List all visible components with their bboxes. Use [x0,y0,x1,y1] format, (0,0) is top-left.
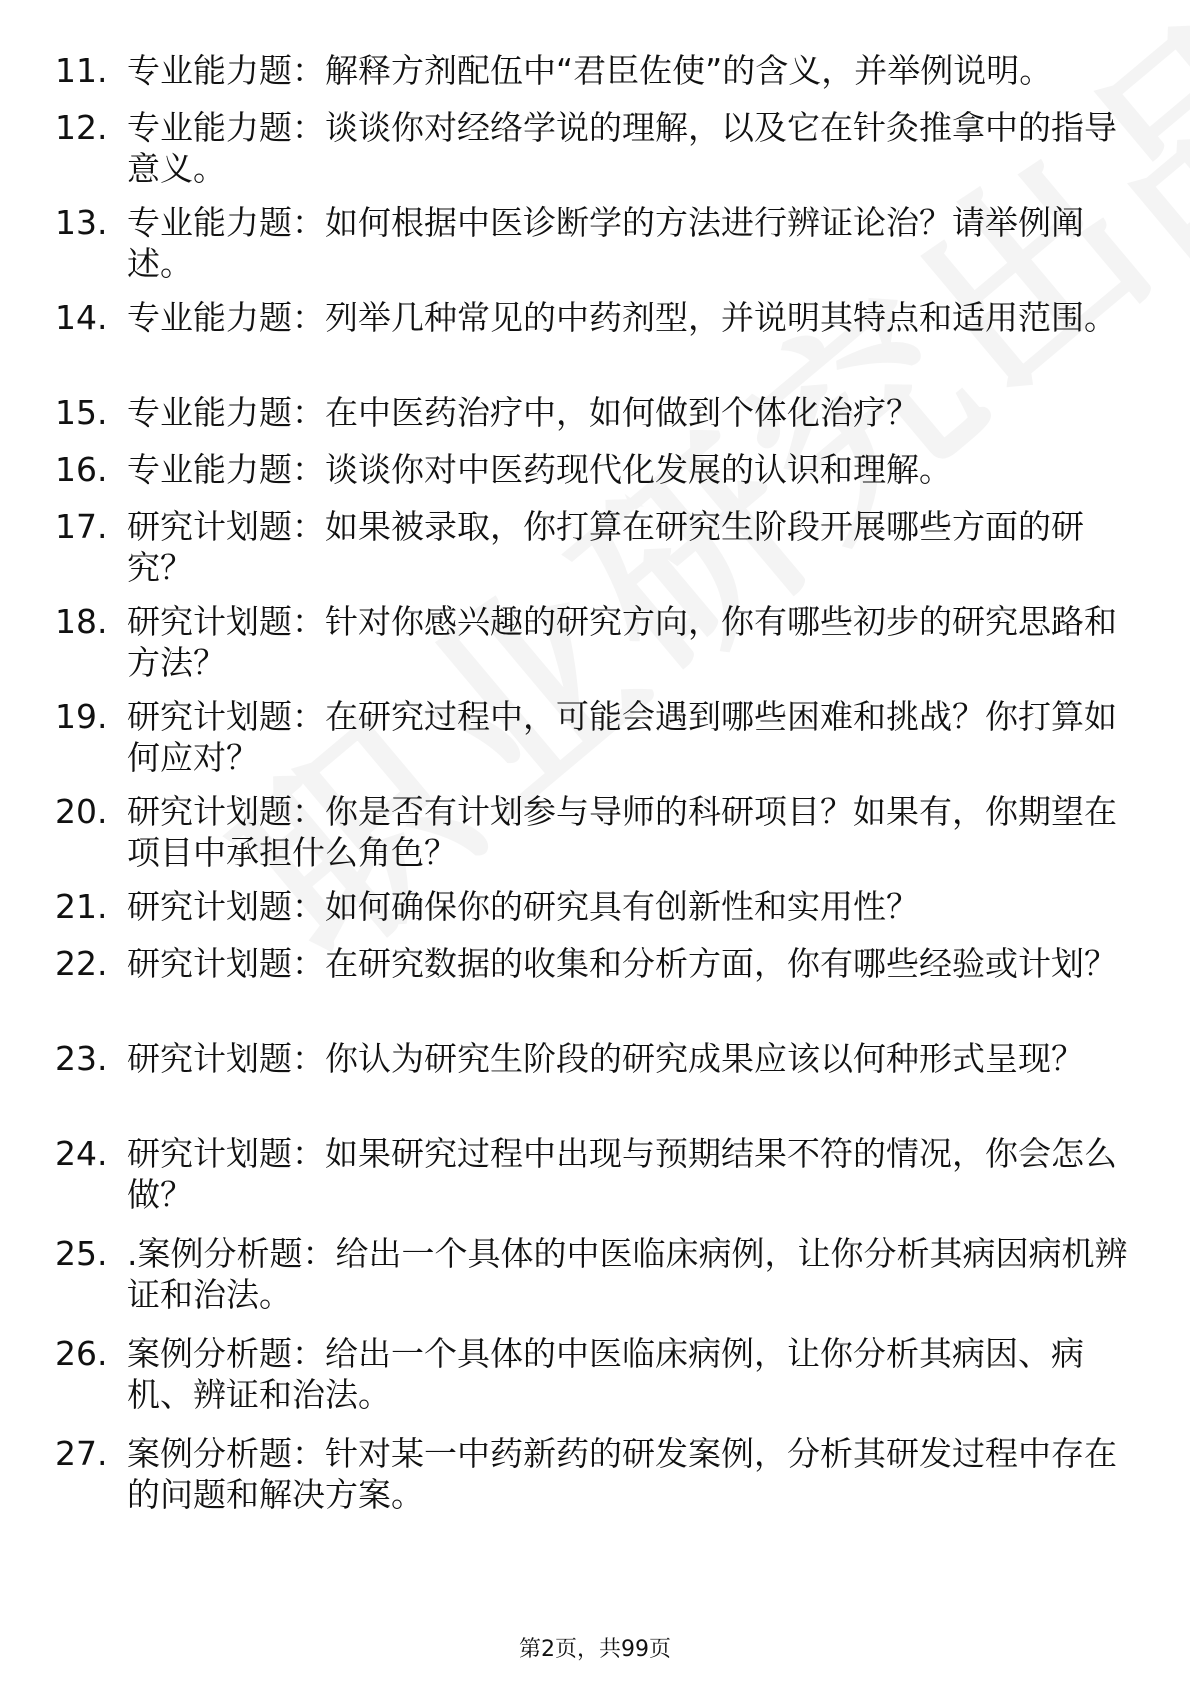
item-category: 研究计划题： [127,1039,325,1078]
item-category: 研究计划题： [127,887,325,926]
item-body [127,297,1135,338]
item-text: 如果研究过程中出现与预期结果不符的情况，你会怎么做？ [127,1134,1117,1214]
list-item [55,1133,1135,1215]
item-body [127,1233,1135,1315]
item-body [127,1333,1135,1415]
list-item [55,392,1135,433]
item-body [127,943,1135,984]
item-category: 研究计划题： [127,602,325,641]
item-category: 专业能力题： [127,108,325,147]
item-number: 19. [55,697,108,736]
item-number: 21. [55,887,108,926]
item-category: 研究计划题： [127,507,325,546]
item-number: 14. [55,298,108,337]
list-item [55,601,1135,683]
item-text: 谈谈你对经络学说的理解，以及它在针灸推拿中的指导意义。 [127,108,1117,188]
item-body [127,696,1135,778]
item-body [127,1133,1135,1215]
item-number: 22. [55,944,108,983]
item-body [127,107,1135,189]
list-item [55,449,1135,490]
item-category: 研究计划题： [127,792,325,831]
item-text: 给出一个具体的中医临床病例，让你分析其病因、病机、辨证和治法。 [127,1334,1084,1414]
item-body [127,1433,1135,1515]
item-text: 如何根据中医诊断学的方法进行辨证论治？请举例阐述。 [127,203,1084,283]
item-text: 你是否有计划参与导师的科研项目？如果有，你期望在项目中承担什么角色？ [127,792,1117,872]
item-text: 在研究过程中，可能会遇到哪些困难和挑战？你打算如何应对？ [127,697,1117,777]
list-item [55,107,1135,189]
item-body [127,202,1135,284]
item-category: 专业能力题： [127,203,325,242]
item-number: 17. [55,507,108,546]
item-text: 在研究数据的收集和分析方面，你有哪些经验或计划？ [325,944,1117,983]
item-text: 谈谈你对中医药现代化发展的认识和理解。 [325,450,952,489]
item-category: 案例分析题： [127,1334,325,1373]
item-text: 给出一个具体的中医临床病例，让你分析其病因病机辨证和治法。 [127,1234,1128,1314]
list-item [55,1233,1135,1315]
item-category: 专业能力题： [127,51,325,90]
item-body [127,601,1135,683]
item-number: 11. [55,51,108,90]
item-text: 在中医药治疗中，如何做到个体化治疗？ [325,393,919,432]
item-category: 专业能力题： [127,298,325,337]
item-number: 15. [55,393,108,432]
list-item [55,1333,1135,1415]
item-number: 16. [55,450,108,489]
list-item [55,943,1135,984]
item-number: 18. [55,602,108,641]
item-category: 专业能力题： [127,393,325,432]
list-item [55,791,1135,873]
item-text: 针对你感兴趣的研究方向，你有哪些初步的研究思路和方法？ [127,602,1117,682]
item-number: 24. [55,1134,108,1173]
item-category: .案例分析题： [127,1234,336,1273]
page-footer: 第2页，共99页 [519,1637,671,1662]
item-body [127,506,1135,588]
item-body [127,1038,1135,1079]
item-body [127,886,1135,927]
item-body [127,791,1135,873]
item-number: 27. [55,1434,108,1473]
item-category: 专业能力题： [127,450,325,489]
item-body [127,449,1135,490]
list-item [55,696,1135,778]
item-number: 13. [55,203,108,242]
list-item [55,50,1135,91]
list-item [55,1433,1135,1515]
list-item [55,886,1135,927]
item-text: 针对某一中药新药的研发案例，分析其研发过程中存在的问题和解决方案。 [127,1434,1117,1514]
item-category: 研究计划题： [127,1134,325,1173]
item-category: 案例分析题： [127,1434,325,1473]
item-number: 23. [55,1039,108,1078]
item-number: 25. [55,1234,108,1273]
item-number: 12. [55,108,108,147]
item-category: 研究计划题： [127,944,325,983]
item-body [127,392,1135,433]
item-text: 解释方剂配伍中“君臣佐使”的含义，并举例说明。 [325,51,1053,90]
item-body [127,50,1135,91]
item-text: 列举几种常见的中药剂型，并说明其特点和适用范围。 [325,298,1117,337]
item-category: 研究计划题： [127,697,325,736]
list-item [55,1038,1135,1079]
list-item [55,202,1135,284]
list-item [55,506,1135,588]
list-item [55,297,1135,338]
item-number: 26. [55,1334,108,1373]
item-text: 如果被录取，你打算在研究生阶段开展哪些方面的研究？ [127,507,1084,587]
item-text: 如何确保你的研究具有创新性和实用性？ [325,887,919,926]
item-number: 20. [55,792,108,831]
item-text: 你认为研究生阶段的研究成果应该以何种形式呈现？ [325,1039,1084,1078]
